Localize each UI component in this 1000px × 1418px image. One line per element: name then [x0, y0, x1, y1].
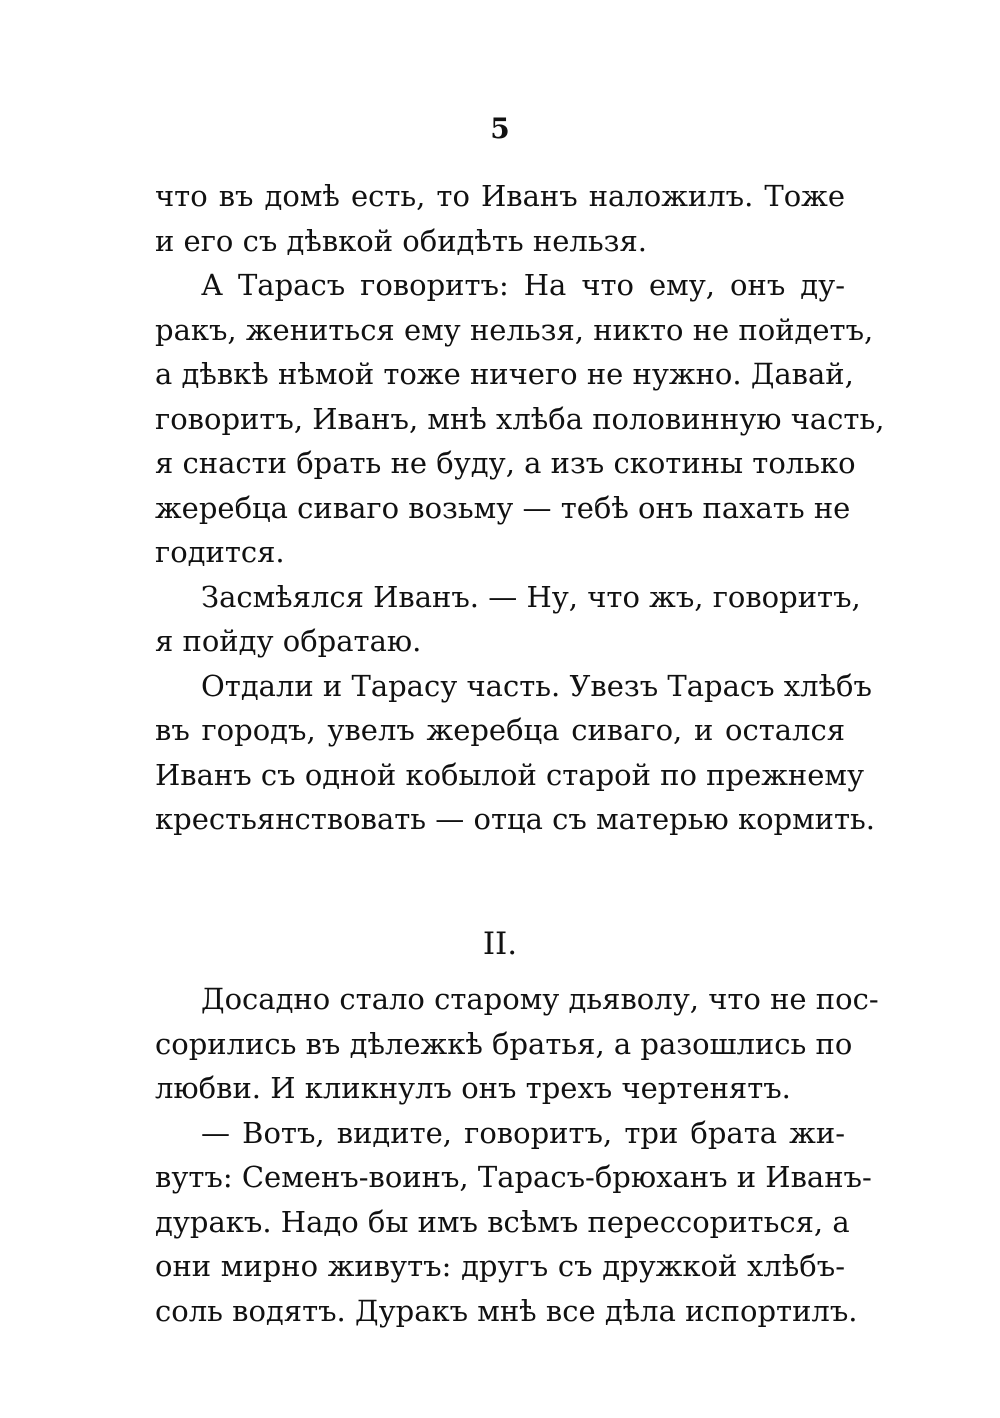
text-line: я пойду обратаю. [155, 624, 422, 658]
text-line: крестьянствовать — отца съ матерью кормить. [155, 802, 876, 836]
text-line: соль водятъ. Дуракъ мнѣ все дѣла испортилъ. [155, 1293, 858, 1328]
text-line: Засмѣялся Иванъ. — Ну, что жъ, говоритъ, [201, 579, 861, 614]
text-line: ракъ, жениться ему нельзя, никто не пойдетъ, [155, 312, 874, 347]
chapter-heading: II. [482, 926, 518, 962]
text-line: сорились въ дѣлежкѣ братья, а разошлись по [155, 1026, 853, 1061]
text-line: и его съ дѣвкой обидѣть нельзя. [155, 223, 647, 258]
text-line: говоритъ, Иванъ, мнѣ хлѣба половинную часть, [155, 401, 885, 436]
text-line: Досадно стало старому дьяволу, что не пос- [201, 982, 879, 1016]
book-page [155, 0, 885, 1418]
text-line: дуракъ. Надо бы имъ всѣмъ перессориться, а [155, 1204, 850, 1239]
text-line: а дѣвкѣ нѣмой тоже ничего не нужно. Давай, [155, 357, 854, 391]
page-number: 5 [490, 112, 510, 145]
text-line: Иванъ съ одной кобылой старой по прежнему [155, 757, 865, 792]
text-line: А Тарасъ говоритъ: На что ему, онъ ду- [201, 268, 845, 302]
text-line: въ городъ, увелъ жеребца сиваго, и остался [155, 713, 845, 747]
text-block-one [155, 174, 885, 842]
text-line: годится. [155, 535, 285, 569]
text-block-two [155, 977, 879, 1333]
text-line: Отдали и Тарасу часть. Увезъ Тарасъ хлѣбъ [201, 668, 872, 703]
text-line: что въ домѣ есть, то Иванъ наложилъ. Тоже [155, 179, 845, 213]
text-line: любви. И кликнулъ онъ трехъ чертенятъ. [155, 1071, 791, 1105]
text-line: жеребца сиваго возьму — тебѣ онъ пахать не [155, 490, 851, 525]
text-line: вутъ: Семенъ-воинъ, Тарасъ-брюханъ и Иванъ- [155, 1160, 872, 1194]
text-line: я снасти брать не буду, а изъ скотины только [155, 446, 856, 480]
text-line: — Вотъ, видите, говоритъ, три брата жи- [201, 1115, 845, 1150]
text-line: они мирно живутъ: другъ съ дружкой хлѣбъ- [155, 1249, 845, 1283]
